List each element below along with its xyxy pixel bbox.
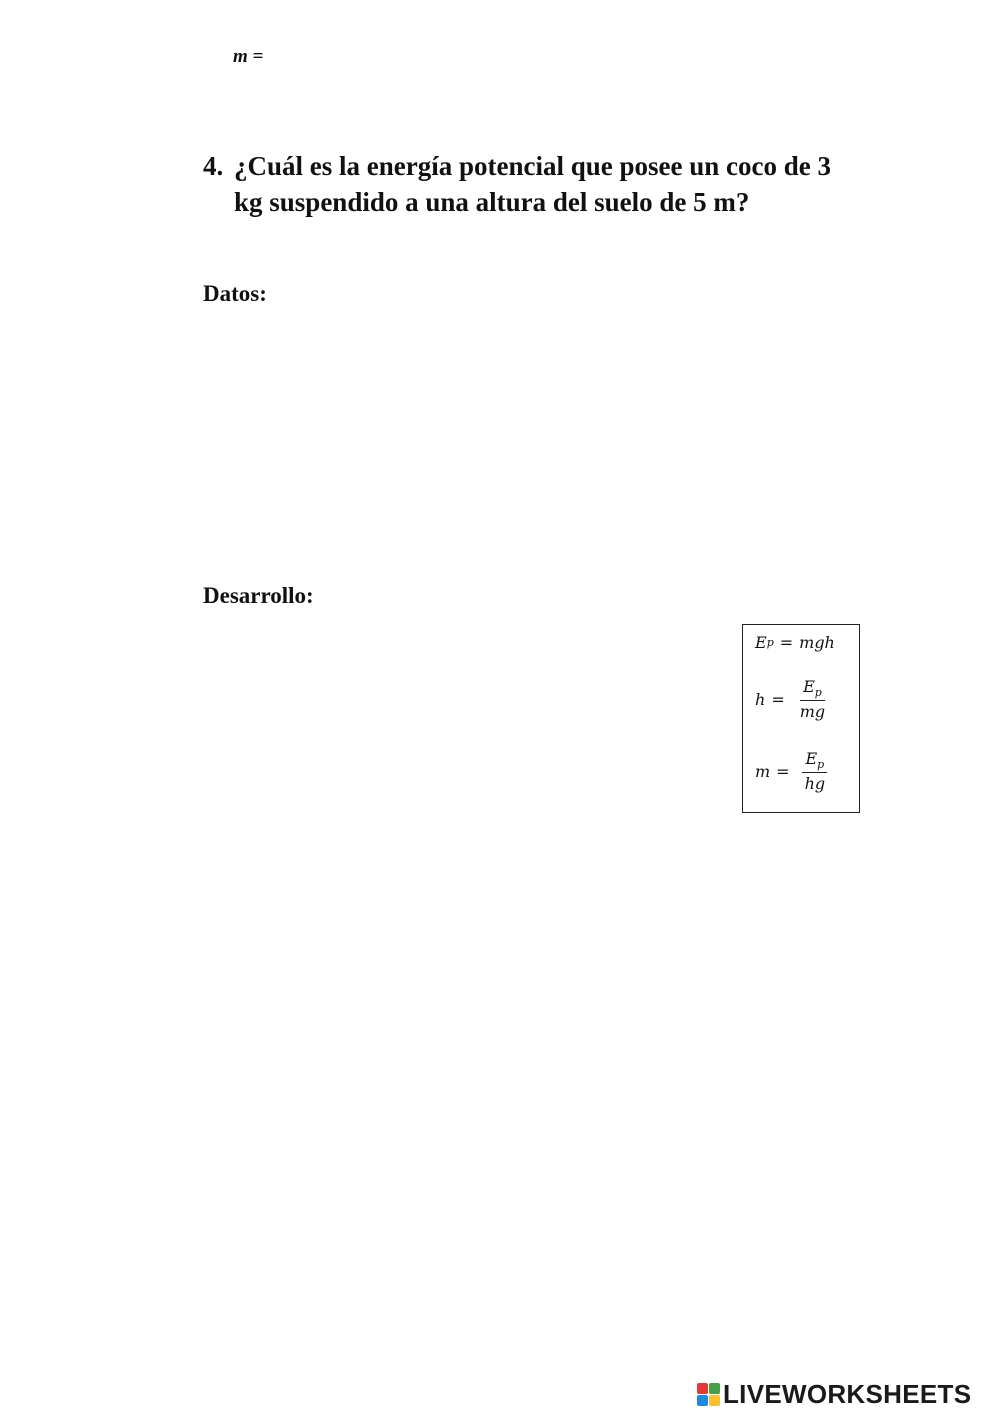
question-text: ¿Cuál es la energía potencial que posee un coco de 3 kg suspendido a una altura del suelo de 5 m? [234, 151, 831, 217]
formula-equals: = [771, 689, 785, 709]
formula-lhs: h [755, 689, 766, 709]
fraction-denominator: hg [804, 774, 826, 793]
datos-label: Datos: [203, 281, 267, 306]
formula-subscript: p [814, 686, 822, 699]
fraction-numerator [802, 749, 827, 773]
formula-fraction [802, 749, 829, 793]
formula-fraction [797, 677, 828, 721]
formula-equals: = [779, 633, 794, 652]
top-equation: m = [233, 46, 264, 67]
fraction-denominator: mg [799, 702, 826, 721]
logo-square-green [709, 1383, 720, 1394]
numerator-symbol: E [805, 749, 818, 768]
formula-equals: = [776, 761, 790, 781]
logo-square-red [697, 1383, 708, 1394]
formula-lhs: m [755, 761, 771, 781]
logo-text: LIVEWORKSHEETS [723, 1379, 972, 1409]
formula-potential-energy [755, 633, 835, 652]
liveworksheets-logo-icon [697, 1383, 720, 1406]
formula-lhs: E [755, 633, 767, 652]
formula-height [755, 677, 828, 721]
logo-square-yellow [709, 1395, 720, 1406]
formula-box [742, 624, 860, 813]
numerator-symbol: E [803, 677, 815, 696]
fraction-numerator [800, 677, 825, 701]
desarrollo-label: Desarrollo: [203, 583, 314, 608]
liveworksheets-logo[interactable] [697, 1379, 971, 1410]
formula-rhs: mgh [799, 633, 835, 652]
formula-subscript: p [817, 758, 825, 771]
logo-square-blue [697, 1395, 708, 1406]
question-4 [203, 148, 863, 220]
question-number: 4. [203, 151, 224, 181]
formula-mass [755, 749, 828, 793]
formula-subscript: p [766, 636, 774, 649]
